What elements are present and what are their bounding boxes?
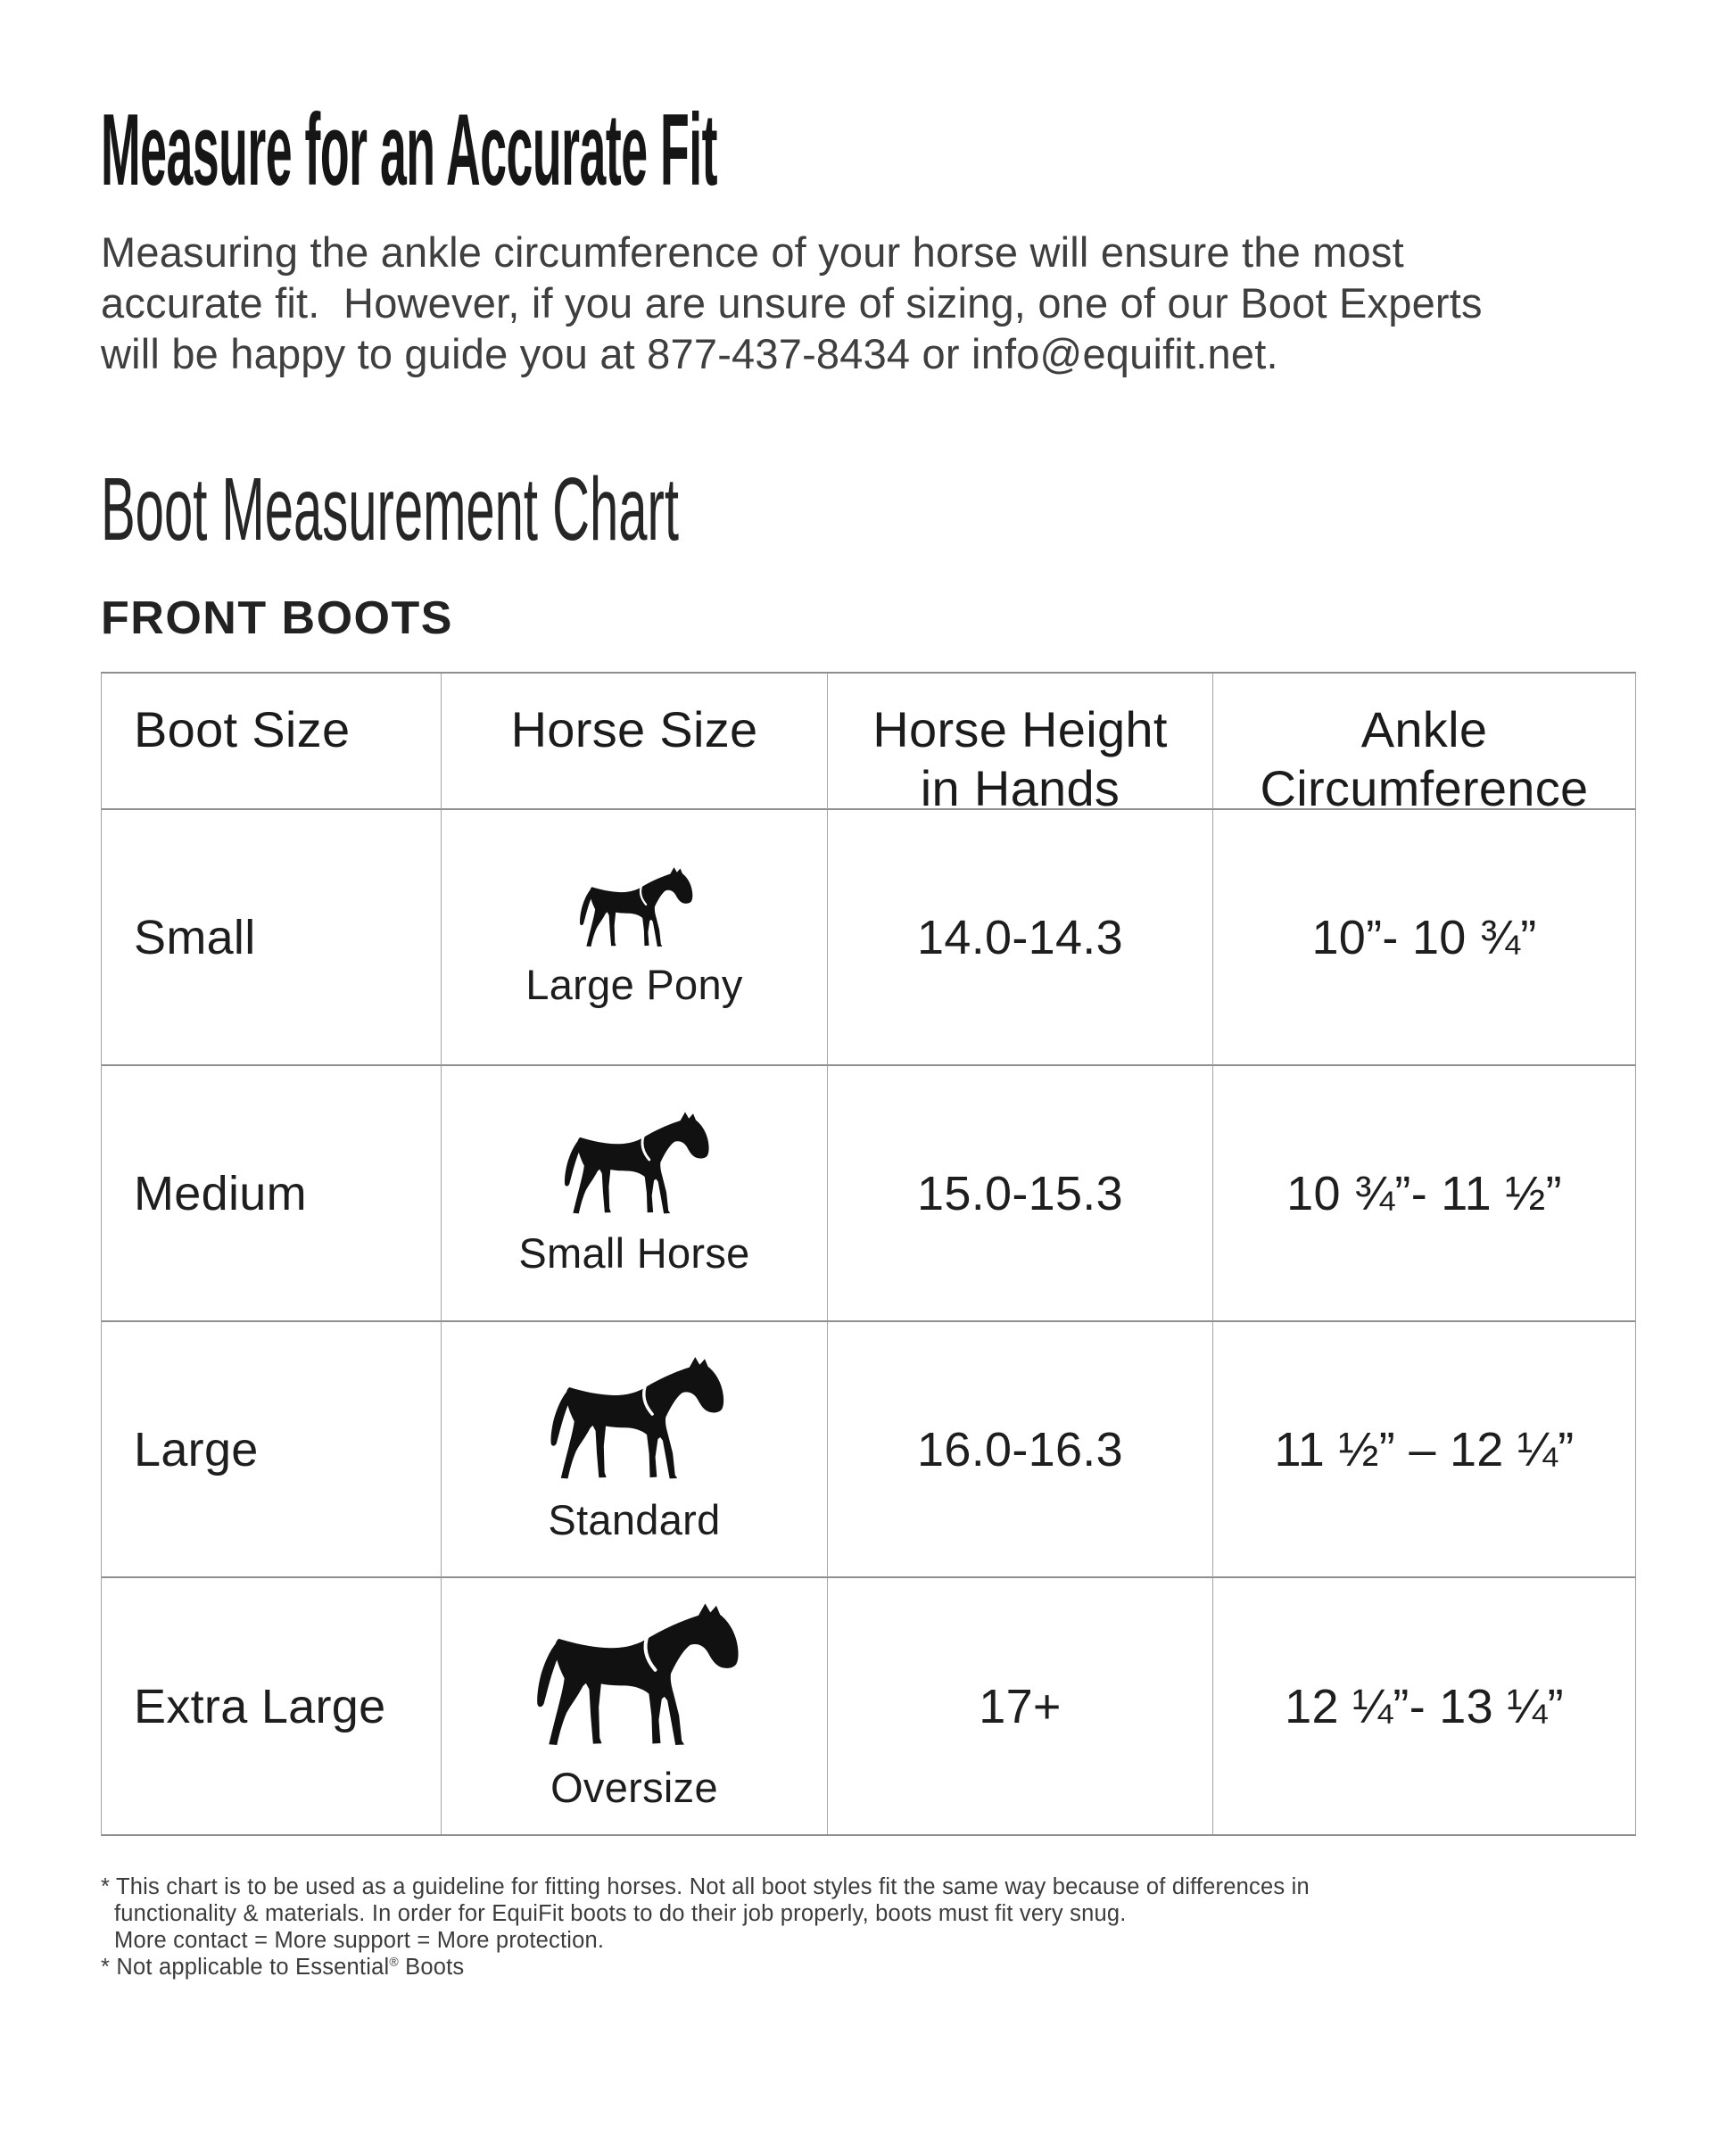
footnotes (101, 1873, 1634, 1981)
header-label: Horse Height in Hands (872, 701, 1168, 816)
horse-icon (515, 1600, 754, 1756)
ankle-circumference-cell (1213, 1578, 1635, 1834)
header-label: Boot Size (134, 701, 351, 757)
boot-measurement-table (101, 672, 1636, 1836)
document-page (0, 94, 1736, 1981)
boot-size-value: Extra Large (134, 1679, 386, 1733)
horse-size-label: Oversize (550, 1764, 718, 1811)
horse-height-cell (828, 810, 1213, 1066)
header-boot-size (102, 674, 442, 810)
registered-trademark-symbol: ® (389, 1954, 399, 1969)
header-label: Ankle Circumference (1260, 701, 1589, 816)
boot-size-cell (102, 1066, 442, 1322)
horse-height-value: 15.0-15.3 (917, 1166, 1123, 1220)
boot-size-value: Large (134, 1422, 259, 1476)
ankle-circumference-cell (1213, 1322, 1635, 1578)
intro-line: Measuring the ankle circumference of your horse will ensure the most (101, 228, 1404, 276)
horse-icon (567, 865, 701, 953)
boot-size-value: Medium (134, 1166, 307, 1220)
boot-size-cell (102, 810, 442, 1066)
header-horse-size (442, 674, 828, 810)
horse-height-cell (828, 1066, 1213, 1322)
horse-height-cell (828, 1322, 1213, 1578)
boot-size-value: Small (134, 910, 256, 964)
horse-height-value: 16.0-16.3 (917, 1422, 1123, 1476)
boot-size-cell (102, 1322, 442, 1578)
horse-height-value: 17+ (979, 1679, 1062, 1733)
horse-size-cell (442, 1578, 828, 1834)
horse-icon (549, 1110, 720, 1221)
header-ankle-circumference (1213, 674, 1635, 816)
header-horse-height (828, 674, 1213, 816)
page-title: Measure for an Accurate Fit (101, 94, 717, 207)
horse-size-label: Standard (548, 1496, 721, 1543)
horse-size-cell (442, 810, 828, 1066)
section-title: Boot Measurement Chart (101, 459, 679, 559)
horse-height-cell (828, 1578, 1213, 1834)
ankle-value: 11 ½” – 12 ¼” (1274, 1422, 1575, 1476)
footnote-line: More contact = More support = More protection. (114, 1928, 605, 1953)
ankle-circumference-cell (1213, 1066, 1635, 1322)
intro-paragraph (101, 227, 1634, 379)
footnote-line: * This chart is to be used as a guideline for fitting horses. Not all boot styles fit the same way because of differences in (101, 1874, 1310, 1899)
intro-line: accurate fit. However, if you are unsure of sizing, one of our Boot Experts (101, 279, 1483, 327)
footnote-line: * Not applicable to Essential® Boots (101, 1954, 465, 1980)
ankle-value: 10 ¾”- 11 ½” (1286, 1166, 1562, 1220)
horse-icon (532, 1354, 737, 1488)
table-label-front-boots: FRONT BOOTS (101, 592, 453, 644)
footnote-line: functionality & materials. In order for EquiFit boots to do their job properly, boots must fit very snug. (114, 1901, 1127, 1926)
ankle-value: 10”- 10 ¾” (1311, 910, 1537, 964)
boot-size-cell (102, 1578, 442, 1834)
horse-size-cell (442, 1322, 828, 1578)
intro-line: will be happy to guide you at 877-437-8434 or info@equifit.net. (101, 330, 1278, 377)
header-label: Horse Size (510, 701, 758, 757)
horse-size-cell (442, 1066, 828, 1322)
horse-size-label: Large Pony (525, 961, 743, 1008)
ankle-value: 12 ¼”- 13 ¼” (1285, 1679, 1564, 1733)
horse-size-label: Small Horse (518, 1228, 750, 1277)
horse-height-value: 14.0-14.3 (917, 910, 1123, 964)
ankle-circumference-cell (1213, 810, 1635, 1066)
